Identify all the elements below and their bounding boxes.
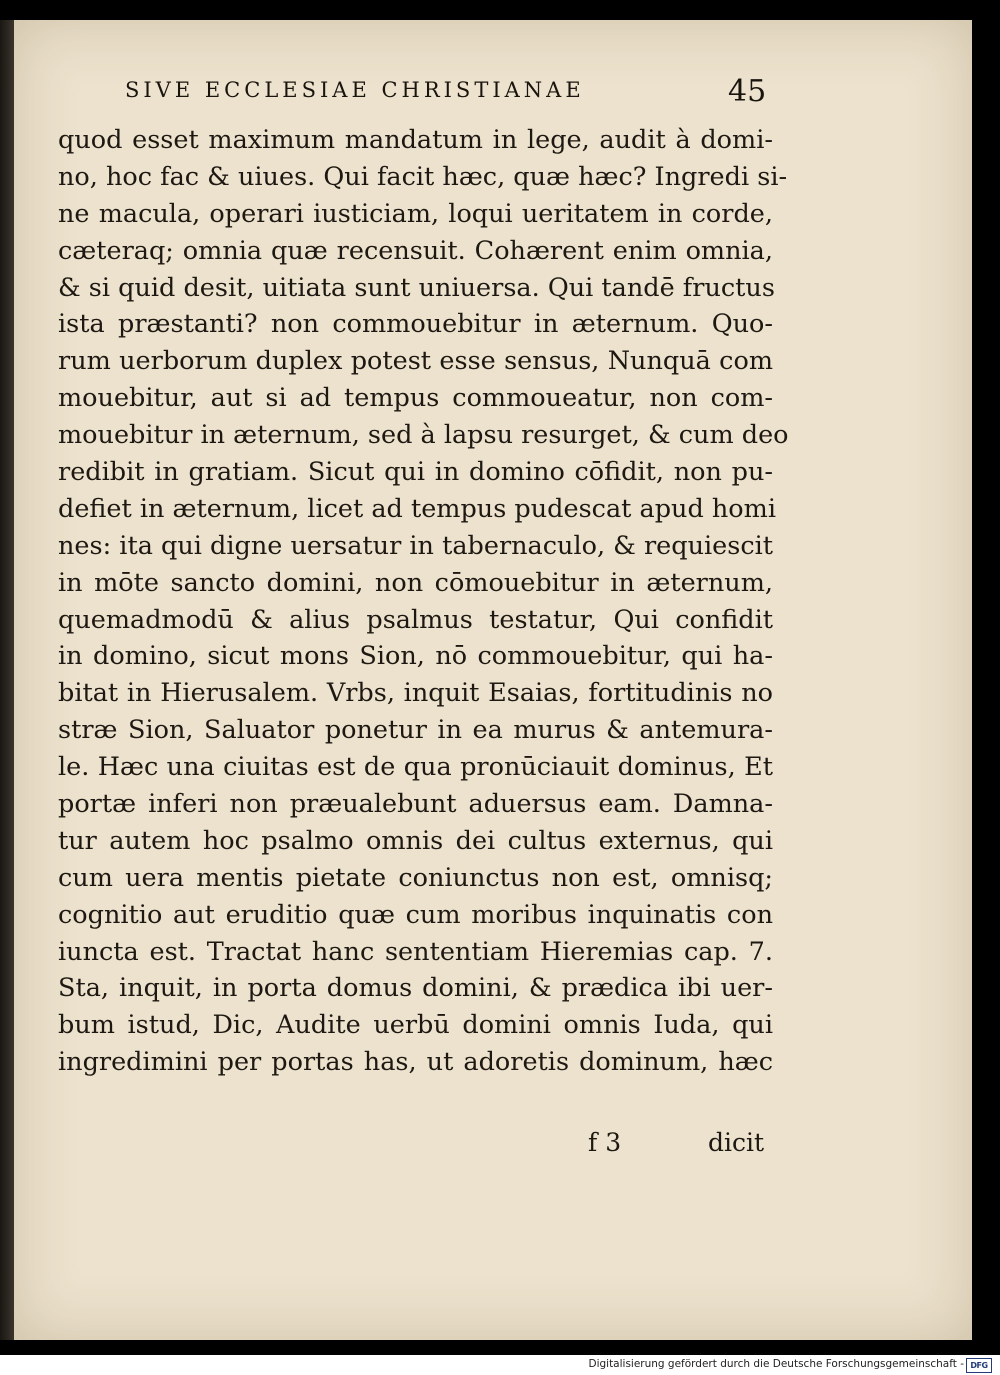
text-line: mouebitur in æternum, sed à lapsu resurget, & cum deo xyxy=(58,420,789,451)
signature-mark: f 3 xyxy=(588,1128,622,1157)
text-line: portæ inferi non præualebunt aduersus eam. Damna- xyxy=(58,789,773,820)
text-line: le. Hæc una ciuitas est de qua pronūciauit dominus, Et xyxy=(58,752,773,783)
text-line: ne macula, operari iusticiam, loqui ueritatem in corde, xyxy=(58,198,773,229)
text-line: bum istud, Dic, Audite uerbū domini omnis Iuda, qui xyxy=(58,1010,773,1041)
catchword: dicit xyxy=(708,1128,765,1157)
text-line: quemadmodū & alius psalmus testatur, Qui confidit xyxy=(58,604,773,635)
running-head: SIVE ECCLESIAE CHRISTIANAE xyxy=(125,78,585,102)
text-line: cum uera mentis pietate coniunctus non est, omnisq; xyxy=(58,862,773,893)
book-spine-edge xyxy=(0,20,14,1340)
body-text xyxy=(58,122,789,1081)
text-line: ista præstanti? non commouebitur in æternum. Quo- xyxy=(58,309,773,340)
text-line: Sta, inquit, in porta domus domini, & prædica ibi uer- xyxy=(58,973,773,1004)
text-line: ingredimini per portas has, ut adoretis dominum, hæc xyxy=(58,1047,773,1078)
text-line: & si quid desit, uitiata sunt uniuersa. Qui tandē fructus xyxy=(58,272,775,303)
text-line: cognitio aut eruditio quæ cum moribus inquinatis con xyxy=(58,899,773,930)
text-line: cæteraq; omnia quæ recensuit. Cohærent enim omnia, xyxy=(58,235,773,266)
text-line: tur autem hoc psalmo omnis dei cultus externus, qui xyxy=(58,825,773,856)
funding-credit: Digitalisierung gefördert durch die Deutsche Forschungsgemeinschaft - xyxy=(588,1358,964,1370)
text-line: rum uerborum duplex potest esse sensus, Nunquā com xyxy=(58,346,773,377)
text-line: iuncta est. Tractat hanc sententiam Hieremias cap. 7. xyxy=(58,936,773,967)
text-line: mouebitur, aut si ad tempus commoueatur, non com- xyxy=(58,383,773,414)
text-line: in domino, sicut mons Sion, nō commouebitur, qui ha- xyxy=(58,641,773,672)
text-line: nes: ita qui digne uersatur in tabernaculo, & requiescit xyxy=(58,530,774,561)
dfg-logo: DFG xyxy=(966,1358,992,1373)
text-line: stræ Sion, Saluator ponetur in ea murus & antemura- xyxy=(58,715,773,746)
text-line: no, hoc fac & uiues. Qui facit hæc, quæ hæc? Ingredi si- xyxy=(58,161,788,192)
page-number: 45 xyxy=(728,74,767,109)
text-line: bitat in Hierusalem. Vrbs, inquit Esaias, fortitudinis no xyxy=(58,678,773,709)
text-line: redibit in gratiam. Sicut qui in domino cōfidit, non pu- xyxy=(58,457,773,488)
text-line: quod esset maximum mandatum in lege, audit à domi- xyxy=(58,125,773,155)
text-line: in mōte sancto domini, non cōmouebitur in æternum, xyxy=(58,567,773,598)
text-line: defiet in æternum, licet ad tempus pudescat apud homi xyxy=(58,493,776,524)
